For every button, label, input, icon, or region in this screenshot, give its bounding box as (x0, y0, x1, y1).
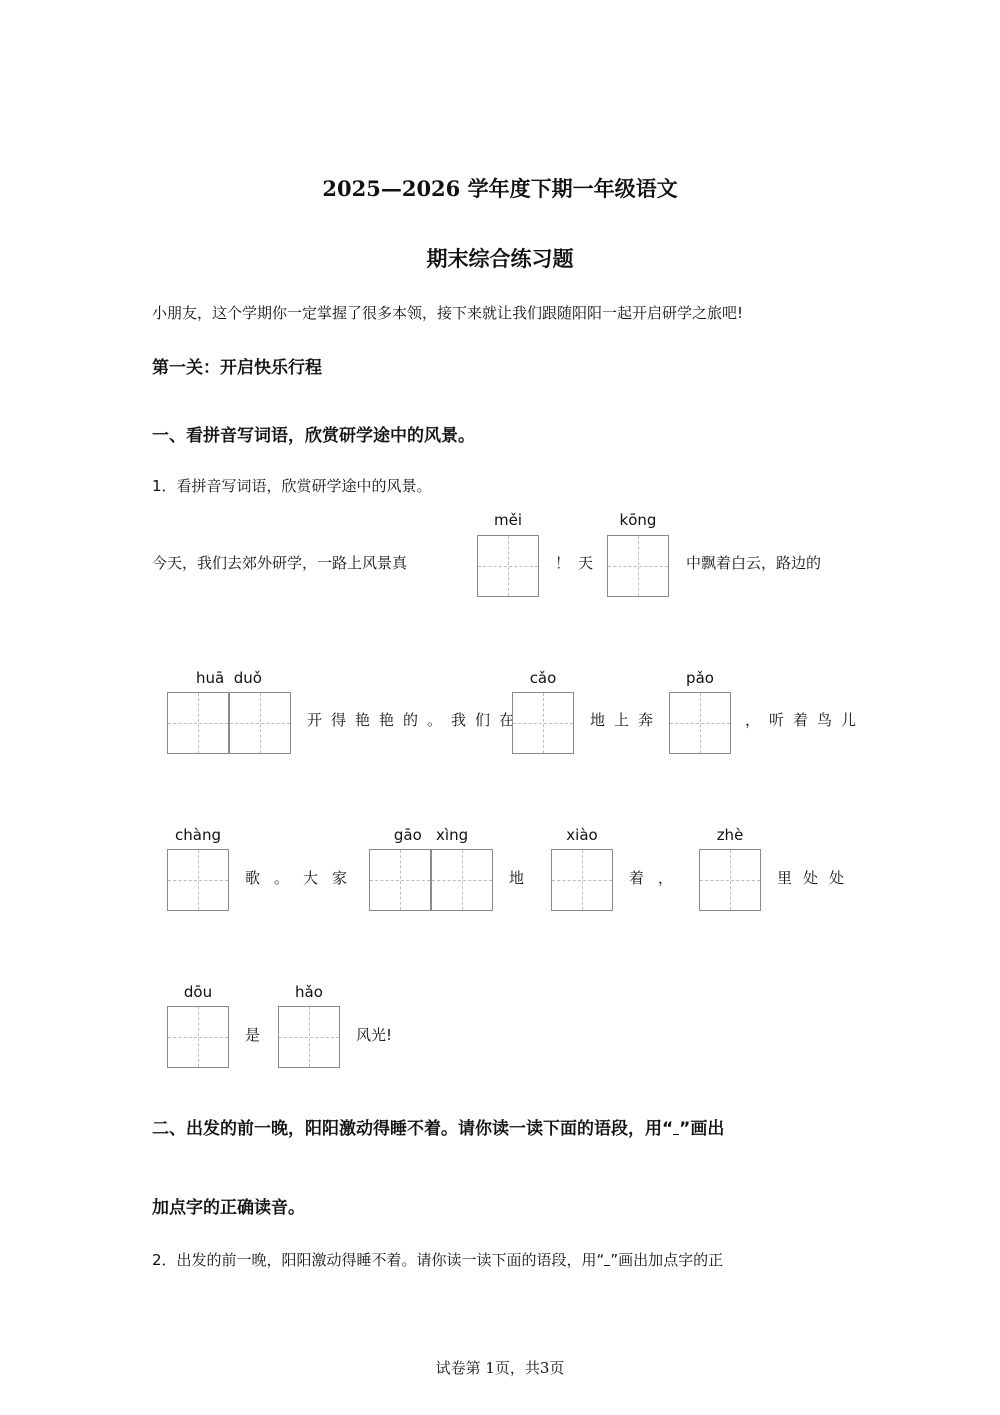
section-1-heading: 一、看拼音写词语，欣赏研学途中的风景。 (152, 426, 475, 446)
question-2 (152, 1249, 723, 1270)
pinyin-dou: dōu (183, 983, 213, 1001)
row-4-text-b: 风光! (356, 1026, 393, 1044)
pinyin-mei: měi (493, 511, 522, 529)
row-3-text-c: 着， (629, 869, 688, 887)
row-3-text-d: 里处处 (777, 869, 856, 887)
intro-text: 小朋友，这个学期你一定掌握了很多本领，接下来就让我们跟随阳阳一起开启研学之旅吧! (152, 304, 744, 322)
writing-box-kong[interactable] (607, 535, 669, 597)
row-2-text-c: ，听着鸟儿 (745, 711, 866, 729)
pinyin-zhe: zhè (716, 826, 744, 844)
writing-box-chang[interactable] (167, 849, 229, 911)
question-2-part-a: 2．出发的前一晚，阳阳激动得睡不着。请你读一读下面的语段，用“ (152, 1251, 605, 1269)
pinyin-huaduo: huā duǒ (196, 669, 262, 687)
row-4-text-a: 是 (245, 1026, 261, 1044)
row-1-text-c: 中飘着白云，路边的 (686, 554, 822, 572)
section-2-heading (152, 1114, 724, 1139)
writing-box-hua[interactable] (167, 692, 229, 754)
section-2-heading-part-a: 二、出发的前一晚，阳阳激动得睡不着。请你读一读下面的语段，用“ (152, 1119, 674, 1139)
writing-box-mei[interactable] (477, 535, 539, 597)
page-footer: 试卷第 1页，共3页 (435, 1359, 565, 1377)
row-3-text-a: 歌。大家 (245, 869, 362, 887)
pinyin-pao: pǎo (686, 669, 714, 687)
writing-box-cao[interactable] (512, 692, 574, 754)
row-2-text-a: 开得艳艳的。我们在 (307, 711, 524, 729)
row-2-text-b: 地上奔 (590, 711, 663, 729)
stage-heading: 第一关：开启快乐行程 (152, 358, 322, 378)
question-2-part-b: ”画出加点字的正 (610, 1251, 724, 1269)
writing-box-hao[interactable] (278, 1006, 340, 1068)
section-2-heading-line2: 加点字的正确读音。 (152, 1198, 305, 1218)
pinyin-kong: kōng (619, 511, 657, 529)
writing-box-gao[interactable] (369, 849, 431, 911)
writing-box-xiao[interactable] (551, 849, 613, 911)
pinyin-chang: chàng (175, 826, 221, 844)
row-1-text-b: ！天 (555, 554, 602, 572)
writing-box-xing[interactable] (431, 849, 493, 911)
writing-box-dou[interactable] (167, 1006, 229, 1068)
pinyin-gaoxing: gāo xìng (393, 826, 469, 844)
section-2-heading-part-b: ”画出 (679, 1119, 725, 1139)
pinyin-cao: cǎo (529, 669, 557, 687)
row-1-text-a: 今天，我们去郊外研学，一路上风景真 (152, 554, 408, 572)
row-3-text-b: 地 (509, 869, 525, 887)
writing-box-pao[interactable] (669, 692, 731, 754)
page-subtitle: 期末综合练习题 (426, 246, 574, 271)
pinyin-hao: hǎo (295, 983, 323, 1001)
pinyin-xiao: xiào (566, 826, 598, 844)
writing-box-duo[interactable] (229, 692, 291, 754)
question-1: 1．看拼音写词语，欣赏研学途中的风景。 (152, 477, 432, 495)
page-title: 2025—2026 学年度下期一年级语文 (322, 176, 678, 201)
writing-box-zhe[interactable] (699, 849, 761, 911)
